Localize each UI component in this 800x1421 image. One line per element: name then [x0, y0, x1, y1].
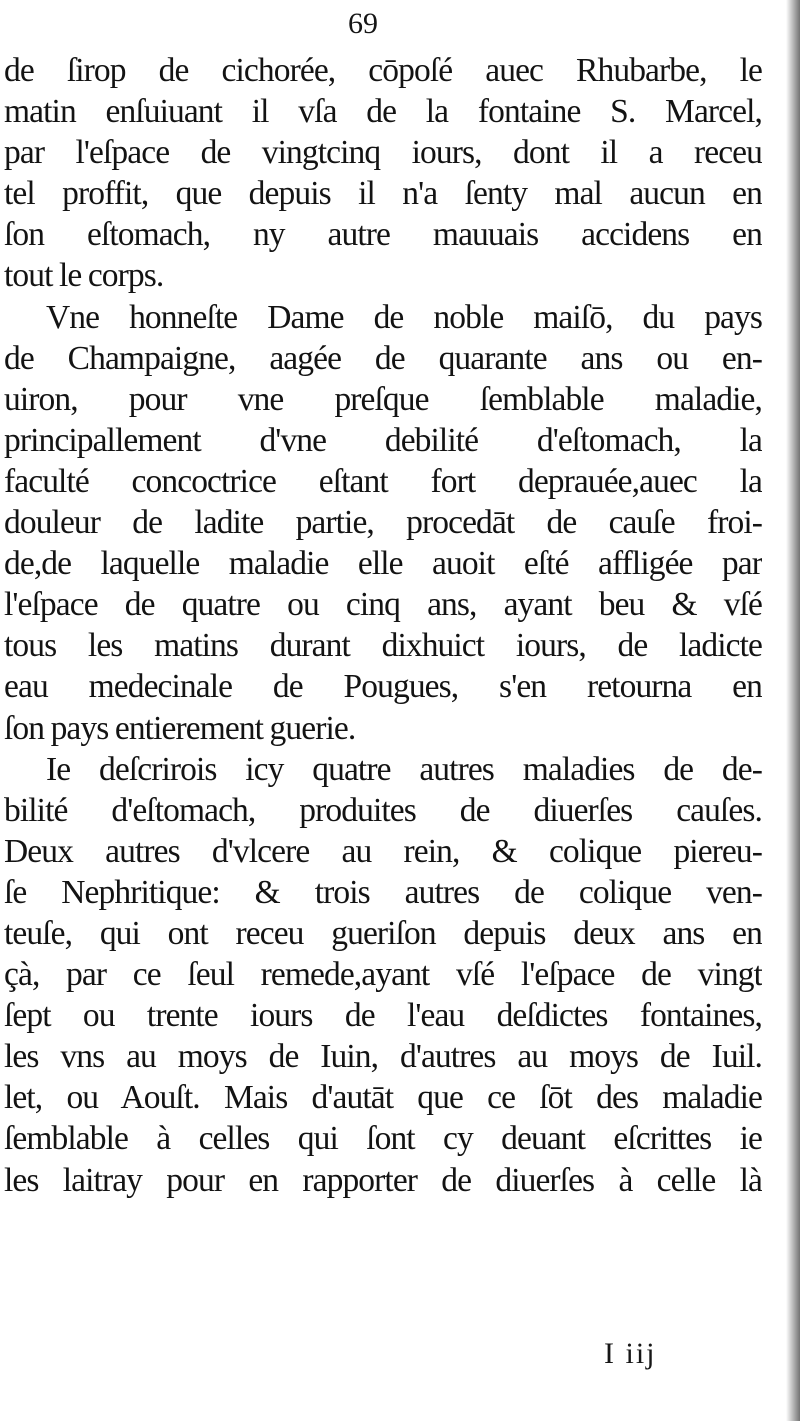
text-line: let, ou Aouſt. Mais d'autāt que ce ſōt des maladie: [4, 1079, 762, 1117]
text-line: uiron, pour vne preſque ſemblable maladie,: [4, 380, 762, 418]
body-text: [4, 50, 762, 1201]
text-line: teuſe, qui ont receu gueriſon depuis deux ans en: [4, 914, 762, 952]
page-edge-shadow: [786, 0, 800, 1421]
text-line: bilité d'eſtomach, produites de diuerſes cauſes.: [4, 791, 762, 829]
text-line: Deux autres d'vlcere au rein, & colique piereu-: [4, 832, 762, 870]
text-line: de,de laquelle maladie elle auoit eſté affligée par: [4, 545, 762, 583]
text-line: ſon pays entierement guerie.: [4, 709, 356, 747]
text-line: ſept ou trente iours de l'eau deſdictes fontaines,: [4, 997, 762, 1035]
text-line: les vns au moys de Iuin, d'autres au moys de Iuil.: [4, 1038, 762, 1076]
text-line: matin enſuiuant il vſa de la fontaine S. Marcel,: [4, 93, 762, 131]
text-line: de ſirop de cichorée, cōpoſé auec Rhubarbe, le: [4, 52, 762, 89]
text-line: faculté concoctrice eſtant fort deprauée,auec la: [4, 462, 762, 500]
text-line: tel proffit, que depuis il n'a ſenty mal aucun en: [4, 175, 762, 213]
text-line: de Champaigne, aagée de quarante ans ou en-: [4, 339, 762, 377]
text-line: ſemblable à celles qui ſont cy deuant eſcrittes ie: [4, 1120, 762, 1158]
text-line: ſon eſtomach, ny autre mauuais accidens en: [4, 216, 762, 254]
text-line: tout le corps.: [4, 257, 164, 295]
text-line: douleur de ladite partie, procedāt de cauſe froi-: [4, 504, 762, 542]
text-line: les laitray pour en rapporter de diuerſes à celle là: [4, 1161, 762, 1199]
page-number: 69: [348, 7, 378, 40]
text-line: principallement d'vne debilité d'eſtomach, la: [4, 421, 762, 459]
text-line: eau medecinale de Pougues, s'en retourna en: [4, 668, 762, 706]
paragraph-start-line: Ie deſcrirois icy quatre autres maladies de de-: [46, 750, 762, 788]
text-line: ſe Nephritique: & trois autres de colique ven-: [4, 873, 762, 911]
text-line: çà, par ce ſeul remede,ayant vſé l'eſpace de vingt: [4, 956, 762, 994]
paragraph-start-line: Vne honneſte Dame de noble maiſō, du pays: [46, 298, 762, 336]
text-line: l'eſpace de quatre ou cinq ans, ayant beu & vſé: [4, 586, 762, 624]
text-line: tous les matins durant dixhuict iours, de ladicte: [4, 627, 762, 665]
text-line: par l'eſpace de vingtcinq iours, dont il a receu: [4, 134, 762, 172]
signature-mark: I iij: [604, 1337, 657, 1370]
